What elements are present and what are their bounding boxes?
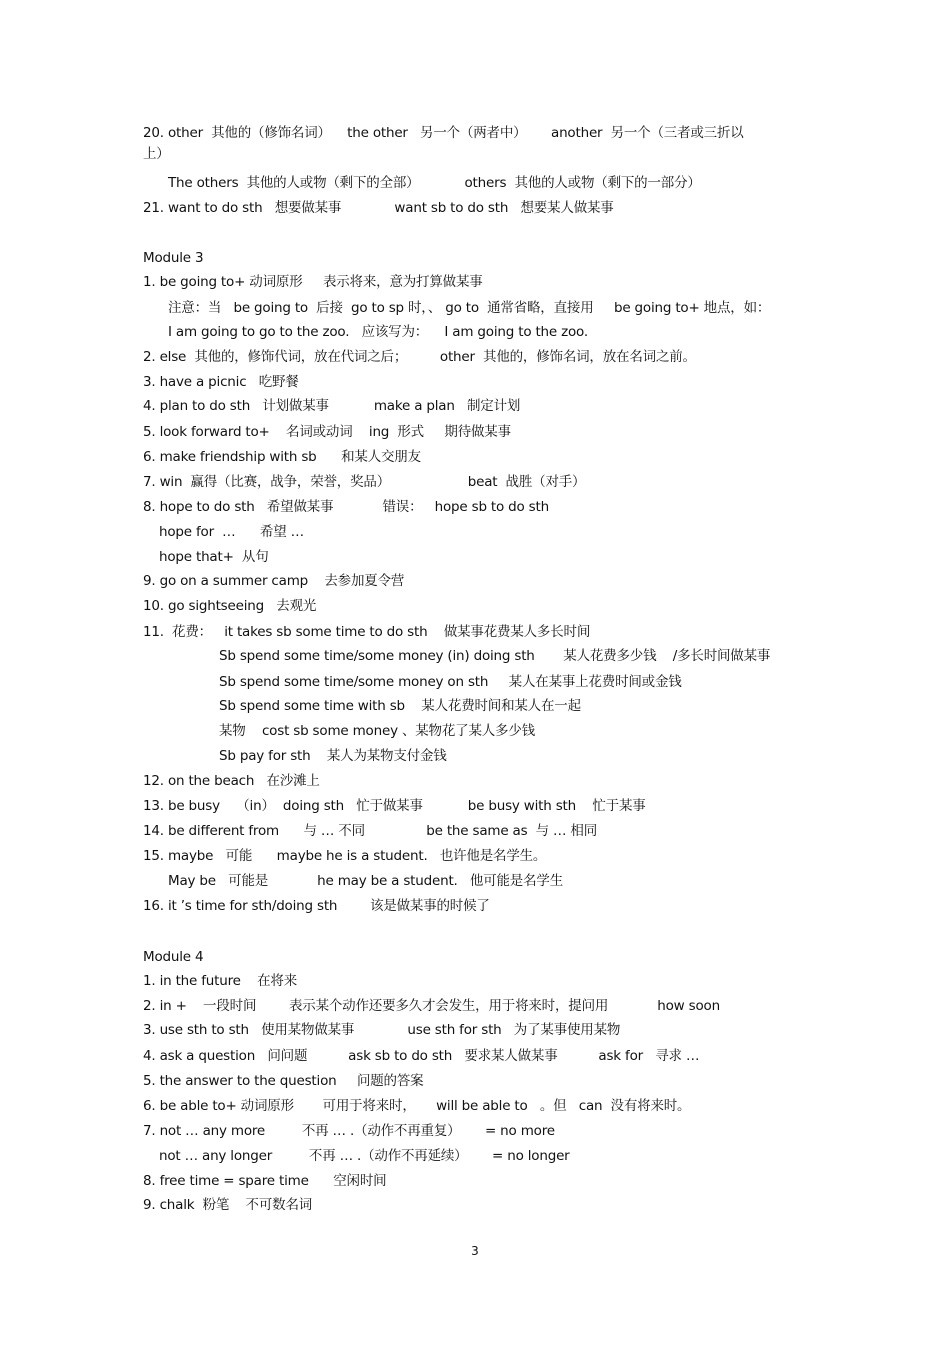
m3-entry-7: 7. win 赢得（比赛，战争，荣誉，奖品） beat 战胜（对手） [143, 474, 586, 490]
m3-entry-8-hope-for: hope for … 希望 … [159, 524, 304, 540]
m3-entry-1-example: I am going to go to the zoo. 应该写为： I am going to the zoo. [168, 324, 588, 340]
m4-entry-3: 3. use sth to sth 使用某物做某事 use sth for sth 为了某事使用某物 [143, 1022, 621, 1038]
m3-entry-10: 10. go sightseeing 去观光 [143, 598, 317, 614]
m3-entry-11: 11. 花费： it takes sb some time to do sth 做某事花费某人多长时间 [143, 624, 591, 640]
page-number: 3 [471, 1244, 479, 1258]
m3-entry-15: 15. maybe 可能 maybe he is a student. 也许他是名学生。 [143, 848, 547, 864]
entry-21-want-to-do: 21. want to do sth 想要做某事 want sb to do sth 想要某人做某事 [143, 200, 614, 216]
m3-entry-12: 12. on the beach 在沙滩上 [143, 773, 320, 789]
m3-entry-11-pay: Sb pay for sth 某人为某物支付金钱 [219, 748, 447, 764]
m3-entry-8-hope-that: hope that+ 从句 [159, 549, 269, 565]
m3-entry-15-may-be: May be 可能是 he may be a student. 他可能是名学生 [168, 873, 564, 889]
m4-entry-2: 2. in + 一段时间 表示某个动作还要多久才会发生，用于将来时，提问用 how soon [143, 998, 720, 1014]
m3-entry-16: 16. it ’s time for sth/doing sth 该是做某事的时候了 [143, 898, 490, 914]
m3-entry-1: 1. be going to+ 动词原形 表示将来，意为打算做某事 [143, 274, 483, 290]
m4-entry-8: 8. free time = spare time 空闲时间 [143, 1173, 387, 1189]
m3-entry-4: 4. plan to do sth 计划做某事 make a plan 制定计划 [143, 398, 521, 414]
m3-entry-14: 14. be different from 与 … 不同 be the same as 与 … 相同 [143, 823, 598, 839]
m4-entry-7: 7. not … any more 不再 … .（动作不再重复） = no more [143, 1123, 555, 1139]
module-4-heading: Module 4 [143, 949, 204, 965]
m3-entry-6: 6. make friendship with sb 和某人交朋友 [143, 449, 421, 465]
m3-entry-8: 8. hope to do sth 希望做某事 错误： hope sb to do sth [143, 499, 549, 515]
entry-20-continuation: 上） [143, 146, 170, 162]
m3-entry-11-spend-with: Sb spend some time with sb 某人花费时间和某人在一起 [219, 698, 581, 714]
m3-entry-9: 9. go on a summer camp 去参加夏令营 [143, 573, 405, 589]
m3-entry-3: 3. have a picnic 吃野餐 [143, 374, 299, 390]
m3-entry-1-note: 注意：当 be going to 后接 go to sp 时，、 go to 通常省略，直接用 be going to+ 地点，如： [168, 300, 771, 316]
m4-entry-4: 4. ask a question 问问题 ask sb to do sth 要求某人做某事 ask for 寻求 … [143, 1048, 700, 1064]
m4-entry-7-any-longer: not … any longer 不再 … .（动作不再延续） = no longer [159, 1148, 570, 1164]
m4-entry-9: 9. chalk 粉笔 不可数名词 [143, 1197, 313, 1213]
m3-entry-11-spend-on: Sb spend some time/some money on sth 某人在某事上花费时间或金钱 [219, 674, 682, 690]
m3-entry-2: 2. else 其他的，修饰代词，放在代词之后； other 其他的，修饰名词，放在名词之前。 [143, 349, 696, 365]
entry-20-other: 20. other 其他的（修饰名词） the other 另一个（两者中） another 另一个（三者或三折以 [143, 125, 744, 141]
entry-20-the-others: The others 其他的人或物（剩下的全部） others 其他的人或物（剩下的一部分） [168, 175, 701, 191]
m3-entry-13: 13. be busy （in） doing sth 忙于做某事 be busy with sth 忙于某事 [143, 798, 646, 814]
m3-entry-11-spend-doing: Sb spend some time/some money (in) doing sth 某人花费多少钱 /多长时间做某事 [219, 648, 771, 664]
m4-entry-5: 5. the answer to the question 问题的答案 [143, 1073, 424, 1089]
m4-entry-1: 1. in the future 在将来 [143, 973, 297, 989]
m3-entry-11-cost: 某物 cost sb some money 、某物花了某人多少钱 [219, 723, 535, 739]
m3-entry-5: 5. look forward to+ 名词或动词 ing 形式 期待做某事 [143, 424, 511, 440]
m4-entry-6: 6. be able to+ 动词原形 可用于将来时， will be able to 。但 can 没有将来时。 [143, 1098, 691, 1114]
module-3-heading: Module 3 [143, 250, 204, 266]
